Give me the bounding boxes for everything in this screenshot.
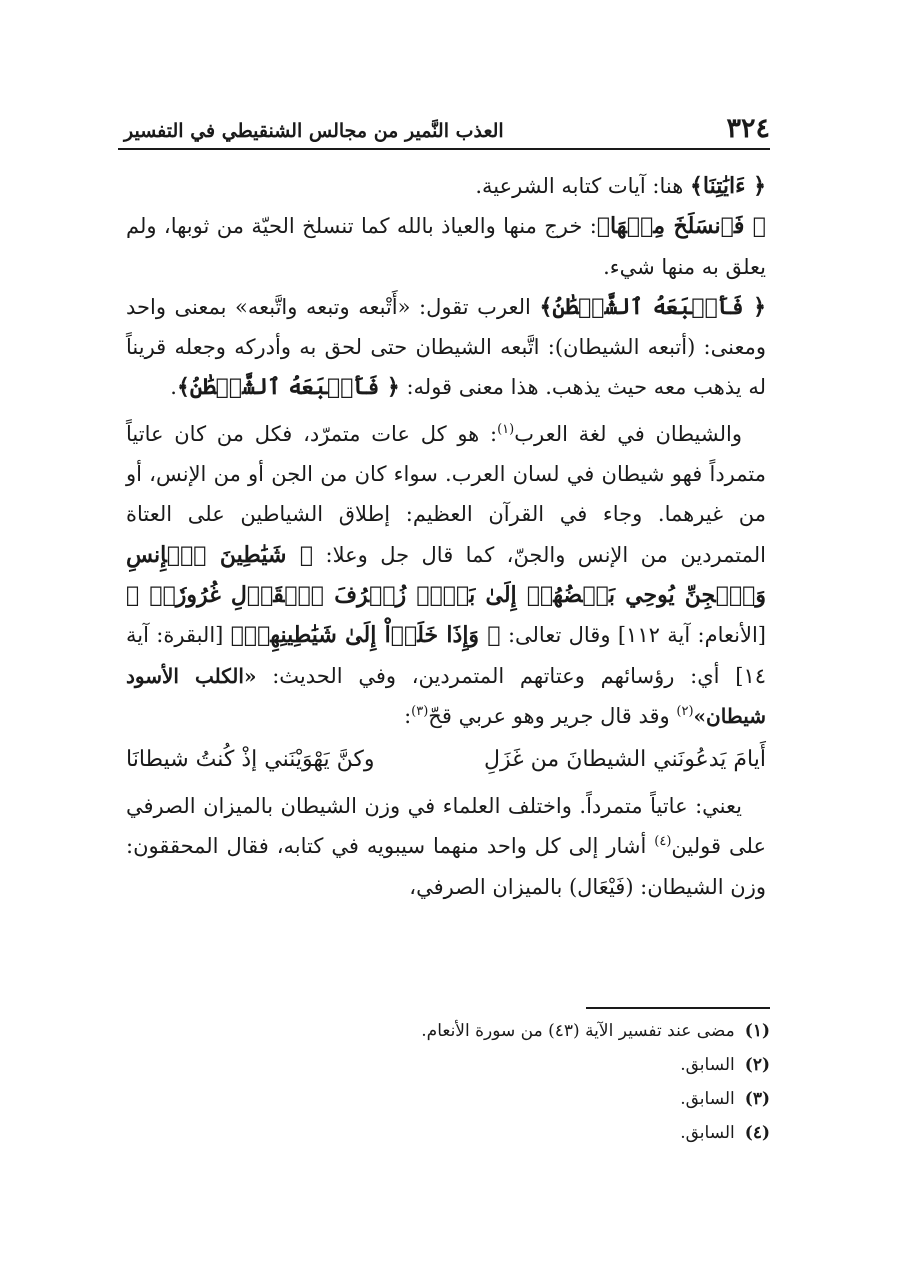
footnote xyxy=(300,1048,770,1082)
footnote-ref[interactable]: (٢) xyxy=(676,703,694,719)
footnotes xyxy=(300,1014,770,1150)
footnote-text: مضى عند تفسير الآية (٤٣) من سورة الأنعام. xyxy=(421,1021,735,1041)
text-span: : خرج منها والعياذ بالله كما تنسلخ الحيّة من ثوبها، ولم يعلق به منها شيء. xyxy=(126,214,766,279)
footnote xyxy=(300,1014,770,1048)
footnote-text: السابق. xyxy=(680,1123,735,1143)
quran-quote: ﴿ فَأَتۡبَعَهُ ٱلشَّيۡطَٰنُ﴾ xyxy=(176,374,400,401)
poem-second-hemistich: وكنَّ يَهْوَيْنَني إذْ كُنتُ شيطانَا xyxy=(126,747,375,773)
paragraph xyxy=(126,414,766,736)
footnote-ref[interactable]: (١) xyxy=(497,421,515,437)
paragraph xyxy=(126,786,766,907)
hadith-quote: «الكلب الأسود شيطان» xyxy=(126,663,766,728)
text-span: وقد قال جرير وهو عربي قحّ xyxy=(428,703,677,728)
text-span: أي: رؤسائهم وعتاتهم المتمردين، وفي الحديث: xyxy=(256,663,720,688)
surah-reference: [البقرة: آية ١٤] xyxy=(126,623,766,688)
footnote-rule xyxy=(586,1007,770,1009)
quran-quote: ﴿ شَيَٰطِينَ ٱلۡإِنسِ وَٱلۡجِنِّ يُوحِي بَعۡضُهُمۡ إِلَىٰ بَعۡضٖ زُخۡرُفَ ٱلۡقَوۡلِ غُرُورٗاۚ ﴾ xyxy=(126,541,766,608)
quran-quote: ﴿ وَإِذَا خَلَوۡاْ إِلَىٰ شَيَٰطِينِهِمۡ﴾ xyxy=(230,622,501,649)
footnote xyxy=(300,1116,770,1150)
footnote-number: (٣) xyxy=(744,1089,770,1109)
text-span: : هو كل عات متمرّد، فكل من كان عاتياً متمرداً فهو شيطان في لسان العرب. سواء كان من الجن أو من الإنس، أو من غيرهما. وجاء في القرآن العظيم: إطلاق الشياطين على العتاة المتمردين من الإنس والجنّ، كما قال جل وعلا: xyxy=(126,421,766,567)
running-header xyxy=(118,108,770,148)
main-text xyxy=(126,166,766,907)
text-span: وقال تعالى: xyxy=(500,623,611,648)
text-span: أشار إلى كل واحد منهما سيبويه في كتابه، فقال المحققون: وزن الشيطان: (فَيْعَال) بالميزان الصرفي، xyxy=(126,834,766,899)
book-title: العذب النَّمير من مجالس الشنقيطي في التفسير xyxy=(124,120,504,142)
surah-reference: [الأنعام: آية ١١٢] xyxy=(610,623,766,648)
text-span: العرب تقول: «أَتْبعه وتبعه واتَّبعه» بمعنى واحد ومعنى: (أتبعه الشيطان): اتَّبعه الشيطان حتى لحق به وأدركه وجعله قريناً له يذهب معه حيث يذهب. هذا معنى قوله: xyxy=(126,294,766,400)
text-span: . xyxy=(170,375,177,400)
paragraph xyxy=(126,206,766,287)
quran-quote: ﴿ فَٱنسَلَخَ مِنۡهَا﴾ xyxy=(596,213,766,240)
text-span: : xyxy=(404,703,412,728)
footnote-number: (٤) xyxy=(744,1123,770,1143)
footnote-text: السابق. xyxy=(680,1055,735,1075)
quran-quote: ﴿ ءَايَٰتِنَا﴾ xyxy=(689,173,766,199)
footnote xyxy=(300,1082,770,1116)
footnote-number: (١) xyxy=(744,1021,770,1041)
footnote-ref[interactable]: (٣) xyxy=(411,703,429,719)
text-span: يعني: عاتياً متمرداً. واختلف العلماء في وزن الشيطان بالميزان الصرفي على قولين xyxy=(126,794,766,859)
header-rule xyxy=(118,148,770,150)
footnote-number: (٢) xyxy=(744,1055,770,1075)
poem-first-hemistich: أَيامَ يَدعُونَني الشيطانَ من غَزَلِ xyxy=(484,747,766,773)
paragraph xyxy=(126,166,766,206)
paragraph xyxy=(126,287,766,408)
text-span: والشيطان في لغة العرب xyxy=(514,421,742,446)
footnote-text: السابق. xyxy=(680,1089,735,1109)
quran-quote: ﴿ فَأَتۡبَعَهُ ٱلشَّيۡطَٰنُ﴾ xyxy=(539,293,766,320)
page-number: ٣٢٤ xyxy=(726,113,770,144)
text-span: هنا: آيات كتابه الشرعية. xyxy=(475,174,690,198)
footnote-ref[interactable]: (٤) xyxy=(654,834,672,850)
poem-verse xyxy=(126,740,766,786)
